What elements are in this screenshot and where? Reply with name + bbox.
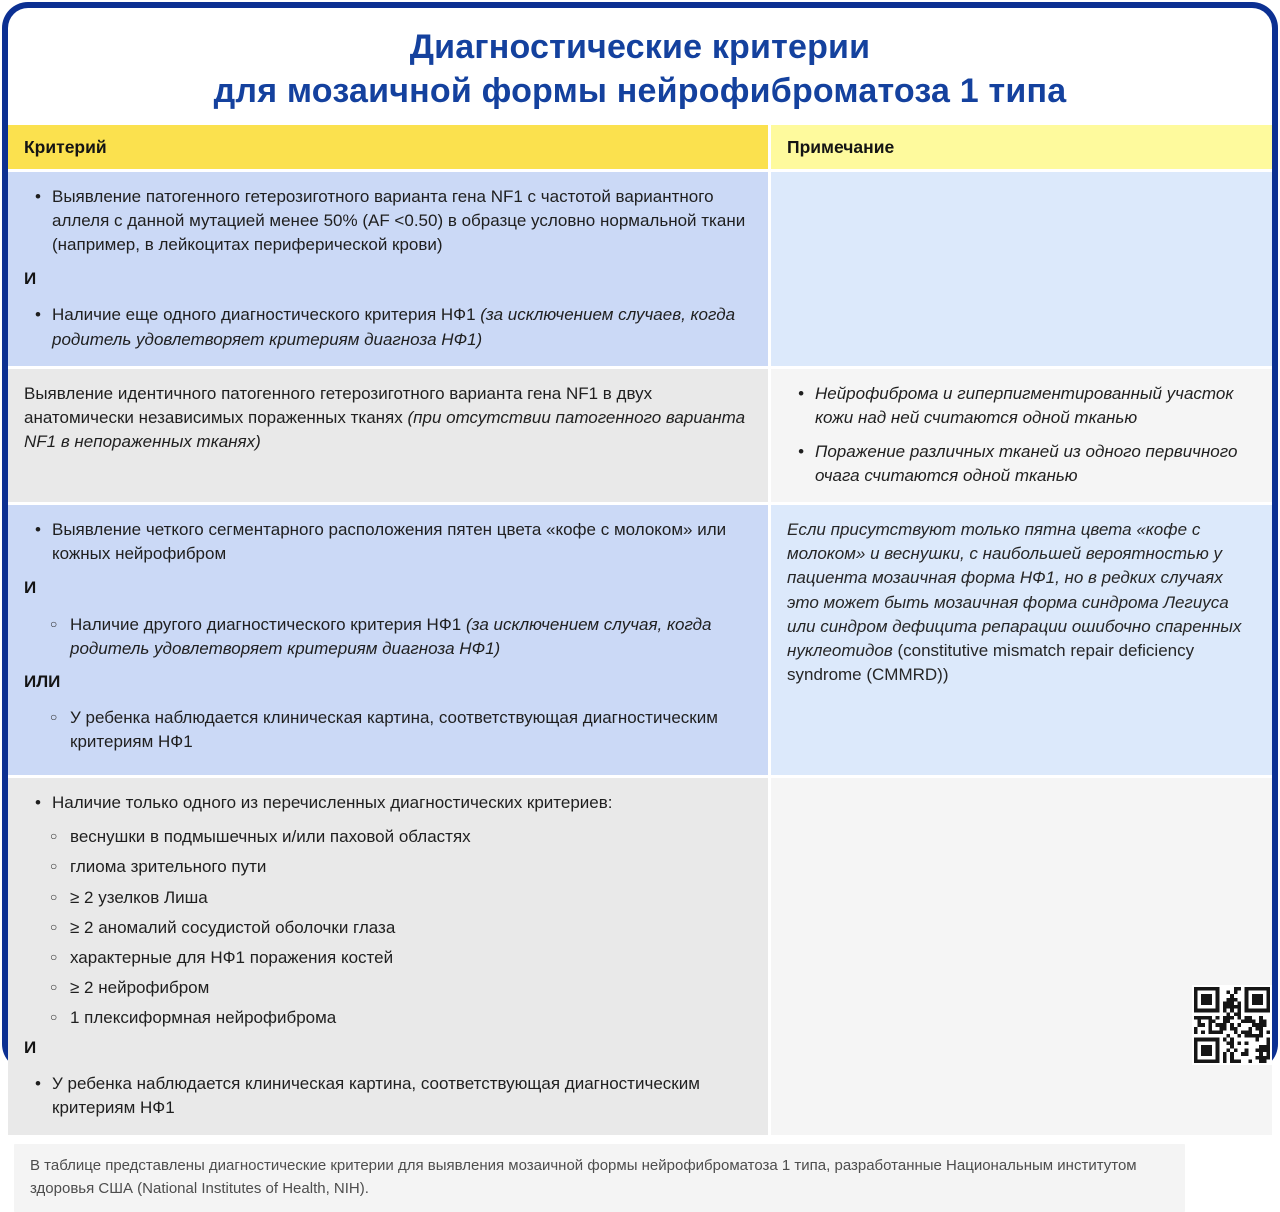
list-item (24, 185, 750, 257)
note-cell-2 (771, 369, 1272, 503)
sub-item-text: ≥ 2 аномалий сосудистой оболочки глаза (70, 918, 395, 937)
card-body (8, 8, 1272, 1054)
note-paragraph-italic: Если присутствуют только пятна цвета «кофе с молоком» и веснушки, с наибольшей вероятностью у пациента мозаичная форма НФ1, но в редких случаях это может быть мозаичная форма синдрома Легиуса или синдром дефицита репарации ошибочно спаренных нуклеотидов (787, 520, 1241, 660)
sub-item-text: ≥ 2 нейрофибром (70, 978, 209, 997)
sub-list-item (24, 916, 750, 940)
column-header-note: Примечание (771, 125, 1272, 169)
sub-list-item (24, 706, 750, 754)
note-cell-3 (771, 505, 1272, 775)
note-paragraph-regular: (constitutive mismatch repair deficiency syndrome (CMMRD)) (787, 641, 1194, 684)
sub-item-text: У ребенка наблюдается клиническая картина, соответствующая диагностическим критериям НФ1 (70, 708, 718, 751)
criterion-text: Выявление идентичного патогенного гетерозиготного варианта гена NF1 в двух анатомически независимых пораженных тканях (24, 384, 652, 427)
page-title-line-2: для мозаичной формы нейрофиброматоза 1 типа (38, 70, 1242, 114)
card-frame (2, 2, 1278, 1070)
page-title-line-1: Диагностические критерии (38, 26, 1242, 70)
note-list-item (787, 440, 1254, 488)
list-item-text: Наличие еще одного диагностического критерия НФ1 (52, 305, 480, 324)
logic-connector-and: И (24, 267, 750, 291)
sub-list-item (24, 976, 750, 1000)
sub-item-text: веснушки в подмышечных и/или паховой областях (70, 827, 471, 846)
list-item (24, 518, 750, 566)
sub-item-text: характерные для НФ1 поражения костей (70, 948, 393, 967)
note-item-text: Поражение различных тканей из одного первичного очага считаются одной тканью (815, 442, 1237, 485)
list-item (24, 303, 750, 351)
list-item (24, 1072, 750, 1120)
footnote-text: В таблице представлены диагностические критерии для выявления мозаичной формы нейрофиброматоза 1 типа, разработанные Национальным институтом здоровья США (National Institutes of Health, NIH). (30, 1157, 1137, 1197)
qr-code-icon (1192, 985, 1272, 1065)
qr-code-graphic (1194, 987, 1270, 1063)
note-cell-4 (771, 778, 1272, 1134)
list-item-text: У ребенка наблюдается клиническая картина, соответствующая диагностическим критериям НФ1 (52, 1074, 700, 1117)
list-item-text: Выявление четкого сегментарного расположения пятен цвета «кофе с молоком» или кожных нейрофибром (52, 520, 726, 563)
sub-list-item (24, 1006, 750, 1030)
list-item-note: (за исключением случаев, когда родитель удовлетворяет критериям диагноза НФ1) (52, 305, 735, 348)
column-header-criterion: Критерий (8, 125, 768, 169)
sub-list-item (24, 886, 750, 910)
list-item-text: Выявление патогенного гетерозиготного варианта гена NF1 с частотой вариантного аллеля с данной мутацией менее 50% (AF <0.50) в образце условно нормальной ткани (например, в лейкоцитах периферической крови) (52, 187, 745, 254)
sub-item-note: (за исключением случая, когда родитель удовлетворяет критериям диагноза НФ1) (70, 615, 712, 658)
page-title (8, 8, 1272, 125)
sub-list-item (24, 825, 750, 849)
list-item (24, 791, 750, 815)
logic-connector-or: ИЛИ (24, 670, 750, 694)
sub-item-text: глиома зрительного пути (70, 857, 266, 876)
criterion-text-note: (при отсутствии патогенного варианта NF1 в непораженных тканях) (24, 408, 745, 451)
footnote (14, 1144, 1185, 1212)
sub-list-item (24, 613, 750, 661)
logic-connector-and: И (24, 1036, 750, 1060)
note-item-text: Нейрофиброма и гиперпигментированный участок кожи над ней считаются одной тканью (815, 384, 1233, 427)
note-paragraph (787, 518, 1254, 687)
sub-list-item (24, 946, 750, 970)
criteria-table (8, 125, 1272, 1134)
criterion-cell-4 (8, 778, 768, 1134)
note-cell-1 (771, 172, 1272, 366)
sub-item-text: ≥ 2 узелков Лиша (70, 888, 208, 907)
sub-item-text: 1 плексиформная нейрофиброма (70, 1008, 336, 1027)
sub-list-item (24, 855, 750, 879)
note-list-item (787, 382, 1254, 430)
criterion-cell-3 (8, 505, 768, 775)
criterion-cell-1 (8, 172, 768, 366)
logic-connector-and: И (24, 576, 750, 600)
sub-item-text: Наличие другого диагностического критерия НФ1 (70, 615, 466, 634)
list-item-text: Наличие только одного из перечисленных диагностических критериев: (52, 793, 613, 812)
criterion-cell-2 (8, 369, 768, 503)
